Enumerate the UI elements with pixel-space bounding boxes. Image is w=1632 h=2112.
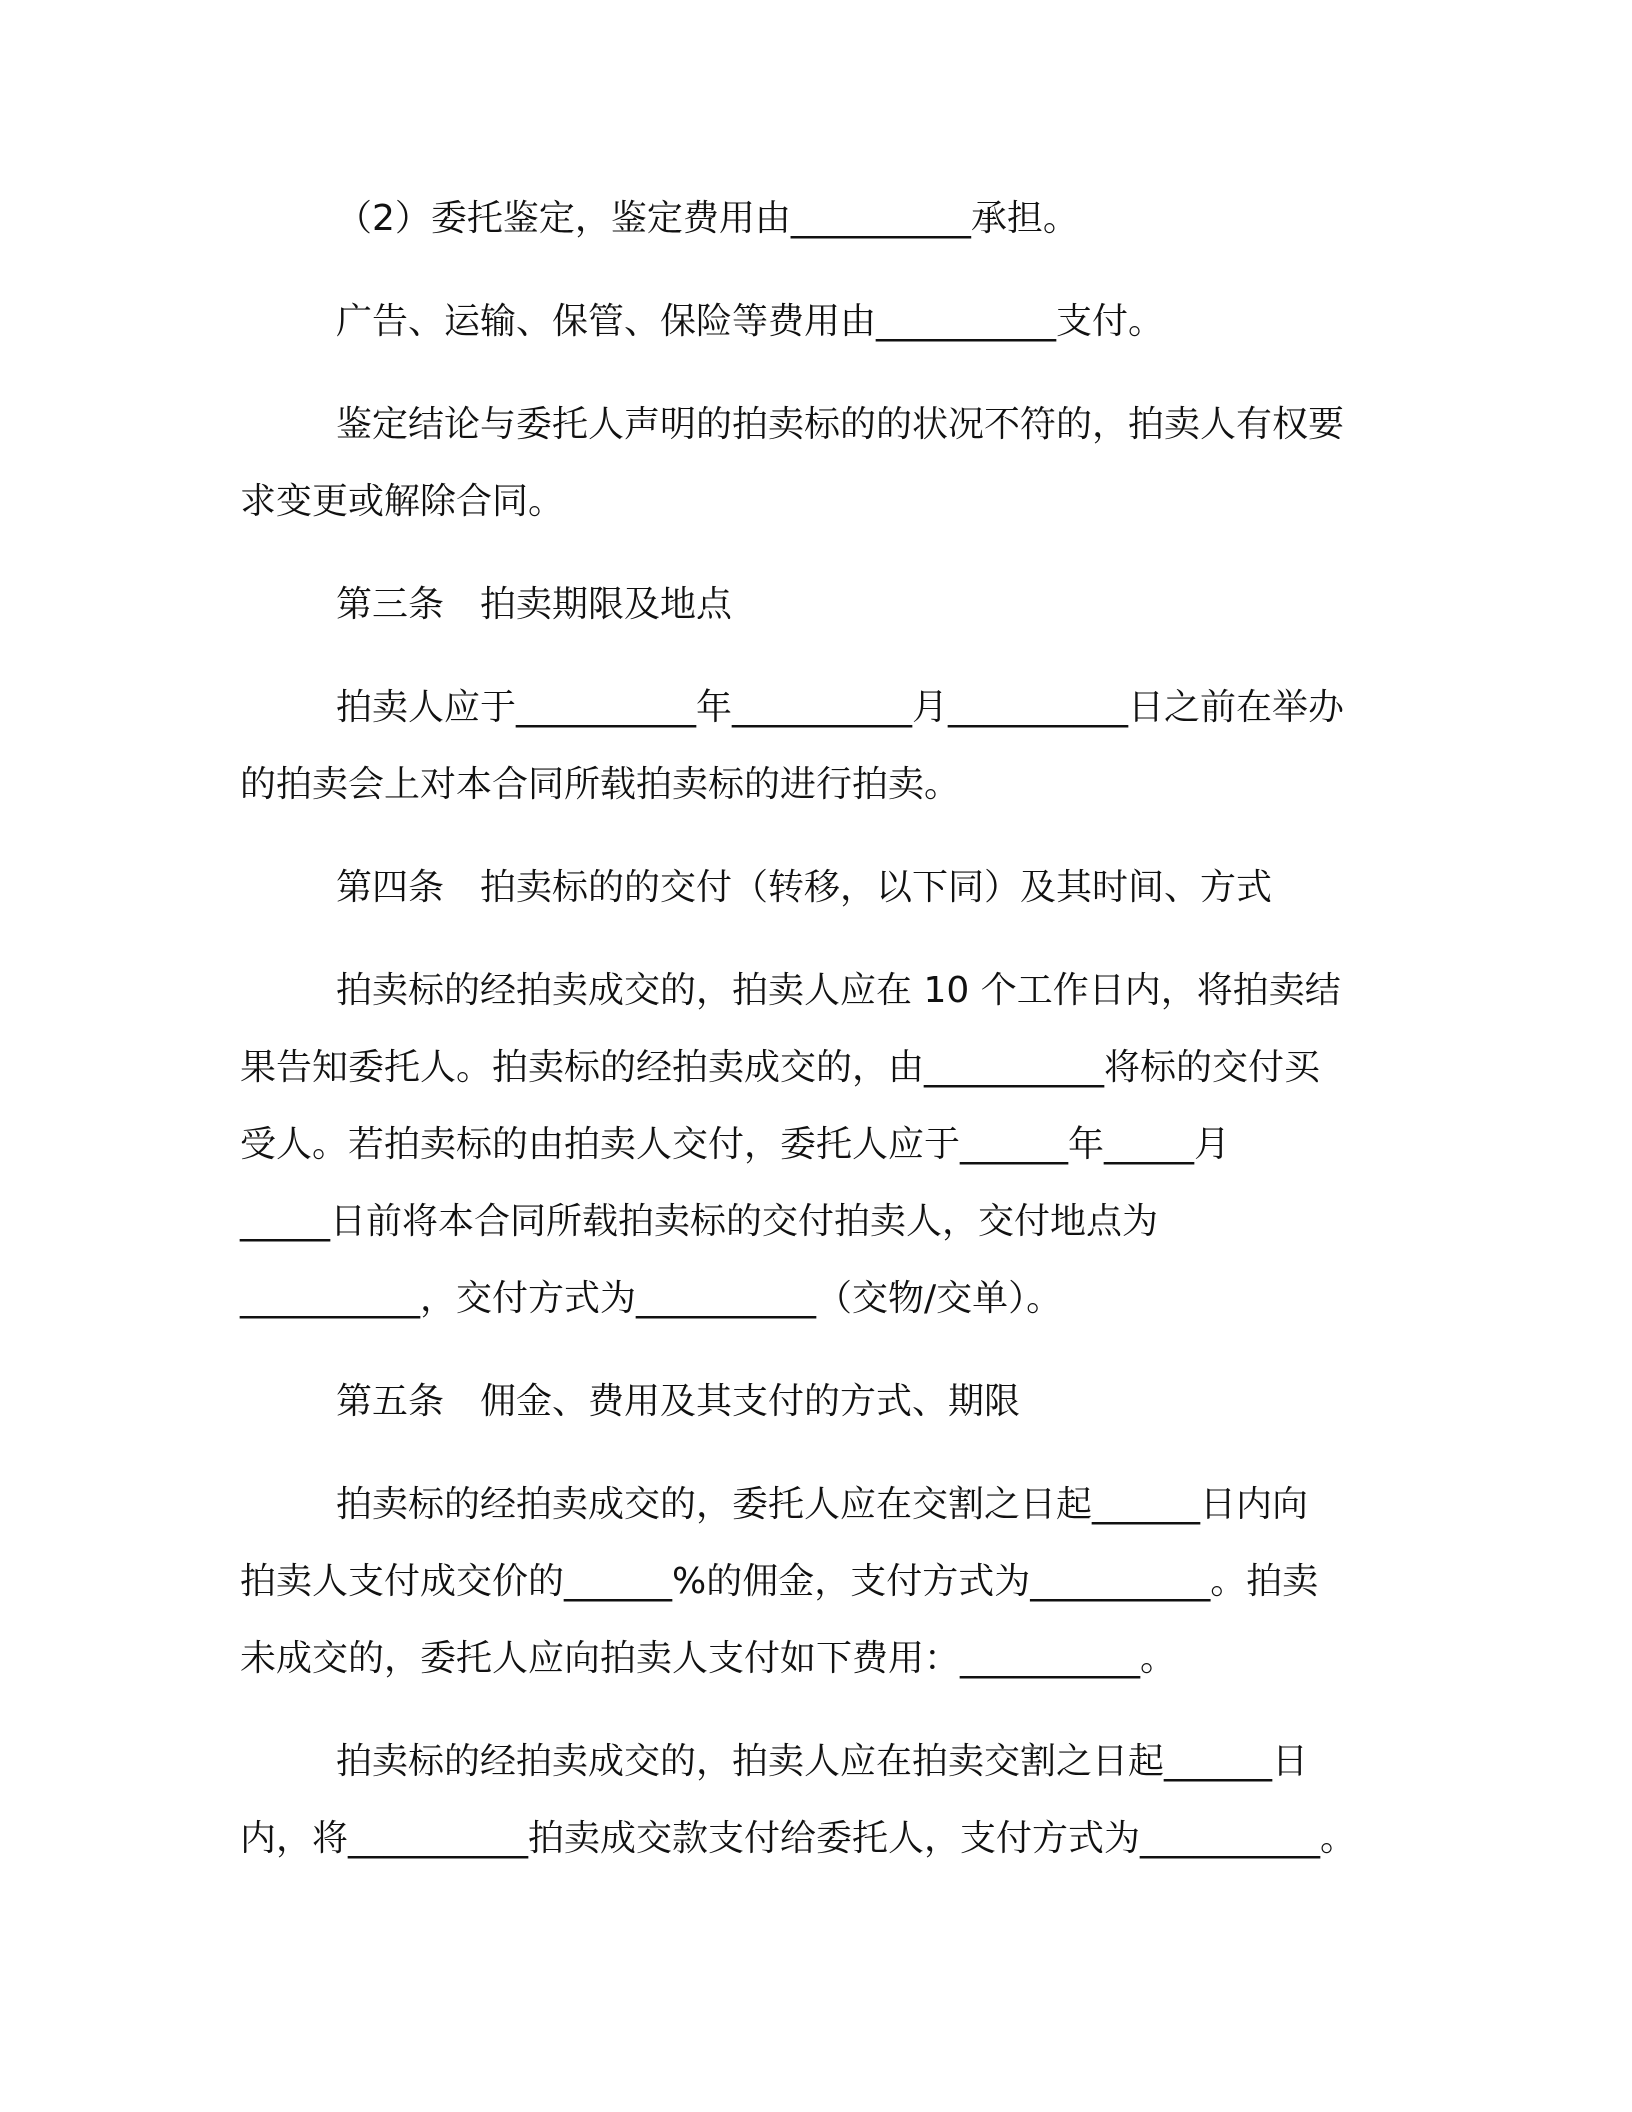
article-3-heading (240, 566, 1400, 643)
document-body (240, 180, 1400, 1903)
paragraph-delivery (240, 952, 1400, 1337)
text-line: 拍卖标的经拍卖成交的，拍卖人应在 10 个工作日内，将拍卖结 (336, 970, 1341, 1011)
text-line: 的拍卖会上对本合同所载拍卖标的进行拍卖。 (240, 764, 961, 805)
paragraph-payment (240, 1723, 1400, 1877)
text-line: 广告、运输、保管、保险等费用由__________支付。 (336, 301, 1165, 342)
paragraph-appraisal-fee (240, 180, 1400, 257)
article-5-heading (240, 1363, 1400, 1440)
paragraph-advertising-fees (240, 283, 1400, 360)
text-line: 内，将__________拍卖成交款支付给委托人，支付方式为__________。 (240, 1818, 1357, 1859)
paragraph-auction-period (240, 669, 1400, 823)
heading-text: 第四条 拍卖标的的交付（转移，以下同）及其时间、方式 (336, 867, 1273, 908)
text-line: （2）委托鉴定，鉴定费用由__________承担。 (336, 198, 1079, 239)
text-line: 受人。若拍卖标的由拍卖人交付，委托人应于______年_____月 (240, 1124, 1231, 1165)
paragraph-commission (240, 1466, 1400, 1697)
text-line: 鉴定结论与委托人声明的拍卖标的的状况不符的，拍卖人有权要 (336, 404, 1345, 445)
heading-text: 第三条 拍卖期限及地点 (336, 584, 733, 625)
text-line: 拍卖人应于__________年__________月__________日之前在举办 (336, 687, 1345, 728)
text-line: __________，交付方式为__________（交物/交单）。 (240, 1278, 1063, 1319)
text-line: 求变更或解除合同。 (240, 481, 565, 522)
text-line: _____日前将本合同所载拍卖标的交付拍卖人，交付地点为 (240, 1201, 1159, 1242)
paragraph-appraisal-conclusion (240, 386, 1400, 540)
text-line: 拍卖标的经拍卖成交的，委托人应在交割之日起______日内向 (336, 1484, 1309, 1525)
heading-text: 第五条 佣金、费用及其支付的方式、期限 (336, 1381, 1021, 1422)
text-line: 果告知委托人。拍卖标的经拍卖成交的，由__________将标的交付买 (240, 1047, 1321, 1088)
text-line: 未成交的，委托人应向拍卖人支付如下费用：__________。 (240, 1638, 1177, 1679)
text-line: 拍卖标的经拍卖成交的，拍卖人应在拍卖交割之日起______日 (336, 1741, 1309, 1782)
text-line: 拍卖人支付成交价的______%的佣金，支付方式为__________。拍卖 (240, 1561, 1319, 1602)
article-4-heading (240, 849, 1400, 926)
